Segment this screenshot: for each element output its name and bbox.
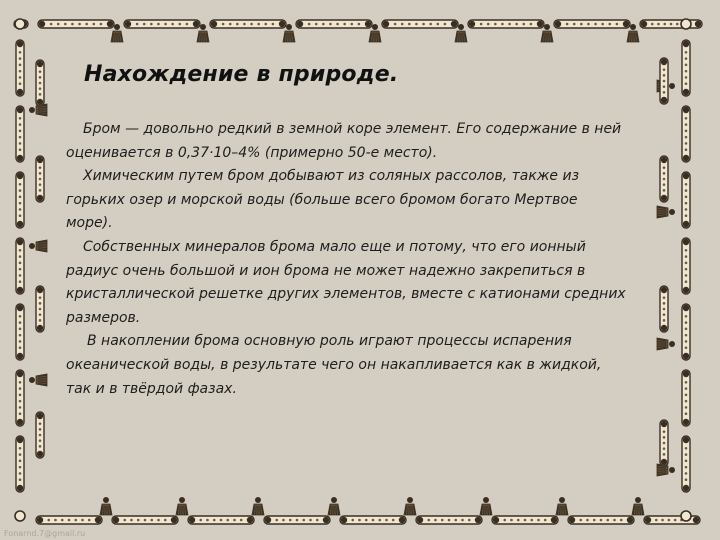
- tassel-knot: [103, 497, 109, 503]
- frame-bar: [124, 20, 200, 28]
- frame-bar: [468, 20, 544, 28]
- tassel-knot: [255, 497, 261, 503]
- frame-bar: [38, 20, 114, 28]
- frame-bar: [682, 370, 690, 426]
- tassel-knot: [29, 243, 35, 249]
- frame-corner: [15, 19, 25, 29]
- tassel-knot: [669, 341, 675, 347]
- frame-bar: [16, 172, 24, 228]
- tassel-knot: [372, 24, 378, 30]
- frame-bar: [682, 436, 690, 492]
- paragraph-abundance: Бром — довольно редкий в земной коре элемент. Его содержание в ней оценивается в 0,37·10–4% (примерно 50-е место).: [66, 121, 622, 161]
- tassel-knot: [179, 497, 185, 503]
- frame-bar: [682, 40, 690, 96]
- slide-body: [66, 118, 626, 401]
- frame-corner: [681, 511, 691, 521]
- tassel-knot: [331, 497, 337, 503]
- slide-title: Нахождение в природе.: [84, 62, 399, 87]
- tassel-knot: [29, 377, 35, 383]
- frame-bar: [16, 370, 24, 426]
- frame-bar: [296, 20, 372, 28]
- tassel-knot: [407, 497, 413, 503]
- frame-bar: [16, 106, 24, 162]
- frame-bar: [682, 172, 690, 228]
- tassel-knot: [669, 83, 675, 89]
- tassel-knot: [200, 24, 206, 30]
- tassel-knot: [669, 209, 675, 215]
- frame-bar: [382, 20, 458, 28]
- tassel-knot: [635, 497, 641, 503]
- tassel-knot: [458, 24, 464, 30]
- frame-bar: [16, 304, 24, 360]
- frame-bar: [16, 40, 24, 96]
- frame-bar: [682, 238, 690, 294]
- tassel-knot: [286, 24, 292, 30]
- tassel-knot: [29, 107, 35, 113]
- frame-bar: [16, 238, 24, 294]
- tassel-knot: [669, 467, 675, 473]
- tassel-knot: [559, 497, 565, 503]
- tassel-knot: [114, 24, 120, 30]
- tassel-knot: [483, 497, 489, 503]
- tassel-knot: [630, 24, 636, 30]
- paragraph-extraction: Химическим путем бром добывают из соляных рассолов, также из горьких озер и морской воды (больше всего бромом богато Мертвое море).: [66, 168, 580, 232]
- frame-bar: [16, 436, 24, 492]
- tassel-knot: [544, 24, 550, 30]
- paragraph-minerals: Собственных минералов брома мало еще и потому, что его ионный радиус очень большой и ион брома не может надежно закрепиться в кристаллической решетке других элементов, вместе с катионами средних размеров.: [66, 238, 626, 326]
- frame-bar: [682, 304, 690, 360]
- frame-corner: [681, 19, 691, 29]
- watermark: Fonarnd.7@gmail.ru: [4, 529, 86, 538]
- paragraph-accumulation: В накоплении брома основную роль играют процессы испарения океанической воды, в результате чего он накапливается как в жидкой, так и в твёрдой фазах.: [66, 333, 602, 397]
- frame-bar: [682, 106, 690, 162]
- frame-bar: [210, 20, 286, 28]
- frame-bar: [554, 20, 630, 28]
- frame-corner: [15, 511, 25, 521]
